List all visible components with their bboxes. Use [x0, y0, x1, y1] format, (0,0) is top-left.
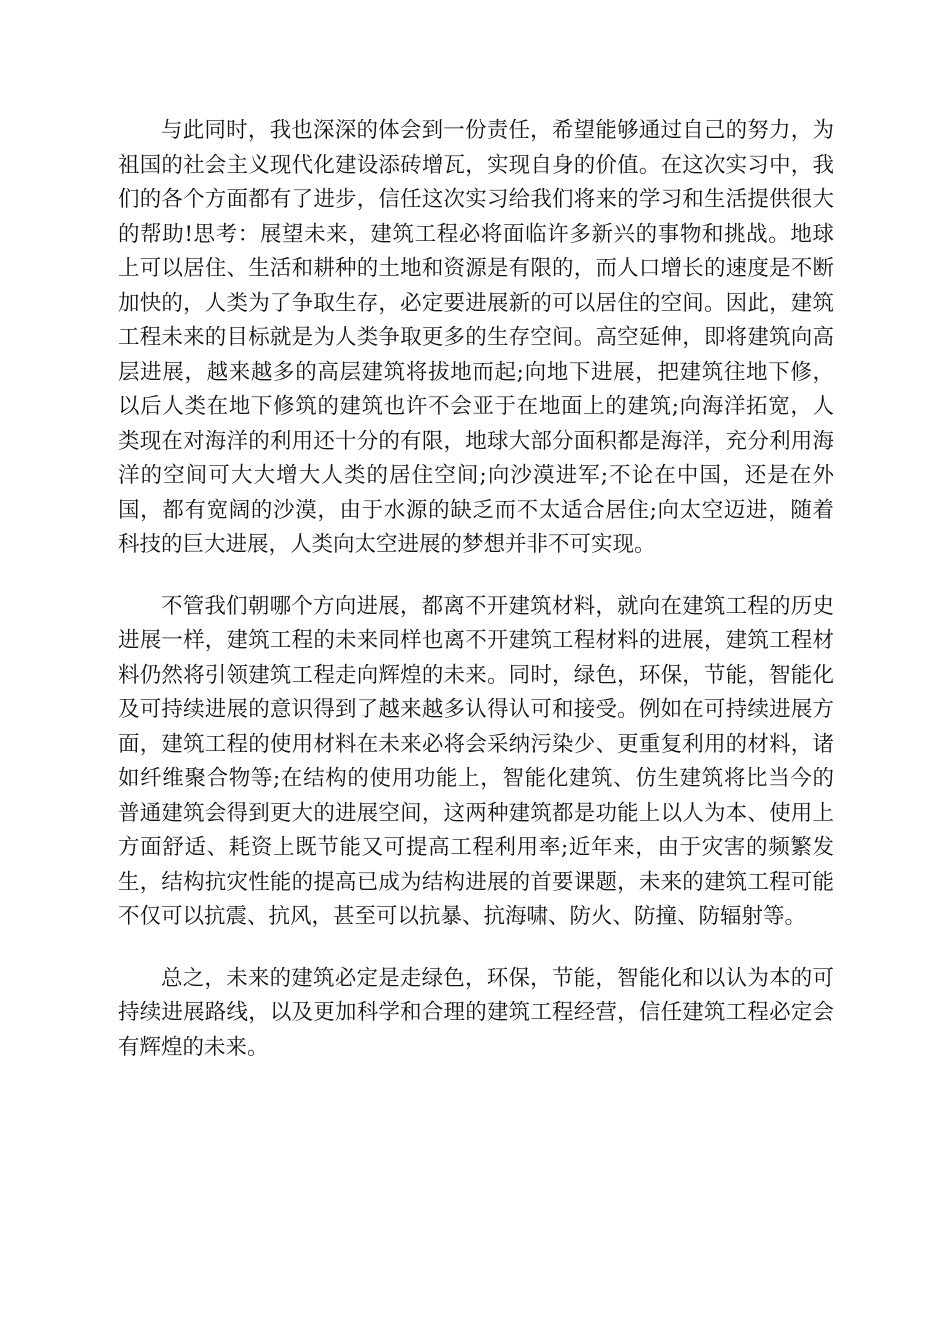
document-page [118, 114, 834, 1092]
paragraph-2: 不管我们朝哪个方向进展，都离不开建筑材料，就向在建筑工程的历史进展一样，建筑工程的未来同样也离不开建筑工程材料的进展，建筑工程材料仍然将引领建筑工程走向辉煌的未来。同时，绿色，环保，节能，智能化及可持续进展的意识得到了越来越多认得认可和接受。例如在可持续进展方面，建筑工程的使用材料在未来必将会采纳污染少、更重复利用的材料，诸如纤维聚合物等;在结构的使用功能上，智能化建筑、仿生建筑将比当今的普通建筑会得到更大的进展空间，这两种建筑都是功能上以人为本、使用上方面舒适、耗资上既节能又可提高工程利用率;近年来，由于灾害的频繁发生，结构抗灾性能的提高已成为结构进展的首要课题，未来的建筑工程可能不仅可以抗震、抗风，甚至可以抗暴、抗海啸、防火、防撞、防辐射等。 [118, 593, 834, 929]
paragraph-1: 与此同时，我也深深的体会到一份责任，希望能够通过自己的努力，为祖国的社会主义现代化建设添砖增瓦，实现自身的价值。在这次实习中，我们的各个方面都有了进步，信任这次实习给我们将来的学习和生活提供很大的帮助!思考：展望未来，建筑工程必将面临许多新兴的事物和挑战。地球上可以居住、生活和耕种的土地和资源是有限的，而人口增长的速度是不断加快的，人类为了争取生存，必定要进展新的可以居住的空间。因此，建筑工程未来的目标就是为人类争取更多的生存空间。高空延伸，即将建筑向高层进展，越来越多的高层建筑将拔地而起;向地下进展，把建筑往地下修，以后人类在地下修筑的建筑也许不会亚于在地面上的建筑;向海洋拓宽，人类现在对海洋的利用还十分的有限，地球大部分面积都是海洋，充分利用海洋的空间可大大增大人类的居住空间;向沙漠进军;不论在中国，还是在外国，都有宽阔的沙漠，由于水源的缺乏而不太适合居住;向太空迈进，随着科技的巨大进展，人类向太空进展的梦想并非不可实现。 [118, 118, 834, 557]
paragraph-3: 总之，未来的建筑必定是走绿色，环保，节能，智能化和以认为本的可持续进展路线，以及更加科学和合理的建筑工程经营，信任建筑工程必定会有辉煌的未来。 [118, 965, 834, 1060]
